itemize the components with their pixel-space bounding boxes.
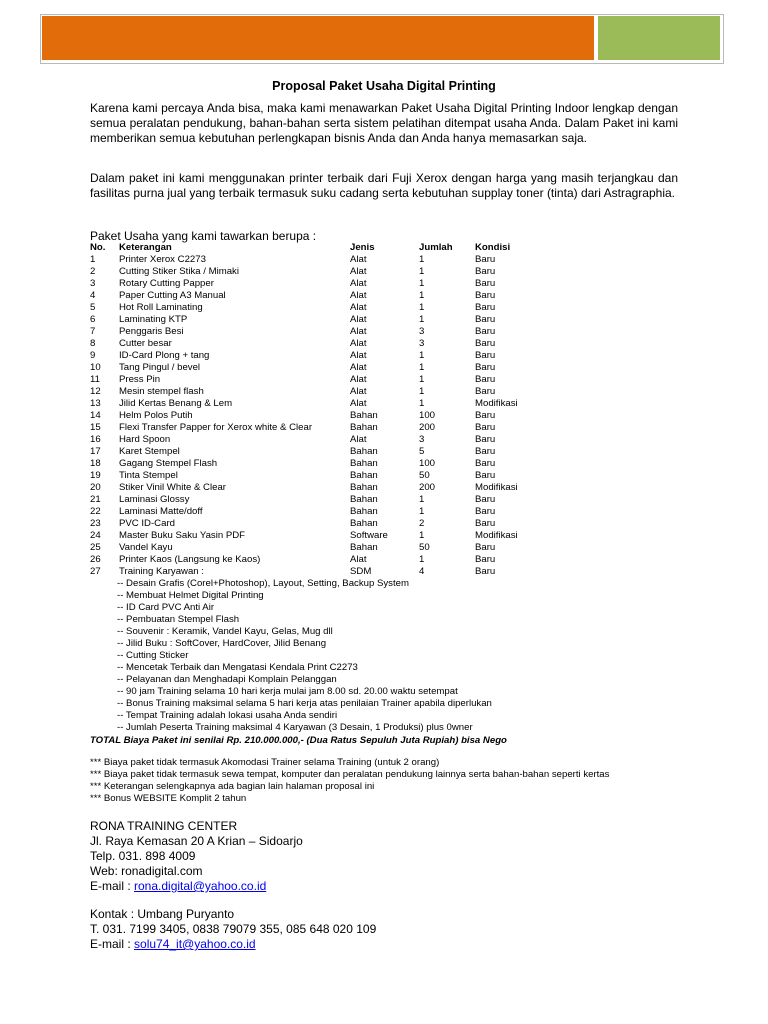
table-intro: Paket Usaha yang kami tawarkan berupa :: [90, 229, 317, 243]
item-no: 20: [90, 482, 101, 493]
item-jenis: Alat: [350, 338, 367, 349]
item-no: 5: [90, 302, 96, 313]
item-keterangan: Training Karyawan :: [119, 566, 204, 577]
item-no: 22: [90, 506, 101, 517]
header-band-orange: [42, 16, 594, 60]
item-jenis: Alat: [350, 326, 367, 337]
training-detail-item: -- Tempat Training adalah lokasi usaha Anda sendiri: [117, 710, 338, 721]
item-jenis: Alat: [350, 266, 367, 277]
item-no: 18: [90, 458, 101, 469]
item-kondisi: Modifikasi: [475, 530, 518, 541]
item-jenis: Alat: [350, 362, 367, 373]
item-keterangan: Gagang Stempel Flash: [119, 458, 218, 469]
item-jenis: Alat: [350, 434, 367, 445]
header-jumlah: Jumlah: [419, 242, 453, 253]
item-keterangan: Karet Stempel: [119, 446, 180, 457]
item-jumlah: 1: [419, 278, 425, 289]
company-block: [90, 819, 303, 894]
training-detail-item: -- Souvenir : Keramik, Vandel Kayu, Gelas, Mug dll: [117, 626, 333, 637]
item-jenis: Alat: [350, 374, 367, 385]
item-jumlah: 200: [419, 422, 436, 433]
item-keterangan: Jilid Kertas Benang & Lem: [119, 398, 233, 409]
item-jumlah: 1: [419, 362, 425, 373]
item-jenis: Alat: [350, 290, 367, 301]
item-no: 21: [90, 494, 101, 505]
item-no: 6: [90, 314, 96, 325]
company-email-link[interactable]: rona.digital@yahoo.co.id: [134, 879, 267, 893]
item-jenis: Bahan: [350, 446, 378, 457]
contact-email-link[interactable]: solu74_it@yahoo.co.id: [134, 937, 256, 951]
item-jumlah: 1: [419, 266, 425, 277]
item-jenis: Alat: [350, 254, 367, 265]
item-jenis: Alat: [350, 314, 367, 325]
company-address: Jl. Raya Kemasan 20 A Krian – Sidoarjo: [90, 834, 303, 848]
item-jenis: Alat: [350, 278, 367, 289]
item-kondisi: Baru: [475, 326, 496, 337]
training-detail-item: -- Jilid Buku : SoftCover, HardCover, Jilid Benang: [117, 638, 327, 649]
total-price: TOTAL Biaya Paket ini senilai Rp. 210.000.000,- (Dua Ratus Sepuluh Juta Rupiah) bisa Nego: [90, 735, 507, 746]
intro-paragraph: Karena kami percaya Anda bisa, maka kami menawarkan Paket Usaha Digital Printing Indoor lengkap dengan semua peralatan pendukung, bahan-bahan serta sistem pelatihan ditempat usaha Anda. Dalam Paket ini kami memberikan semua kebutuhan perlengkapan bisnis Anda dan Anda hanya memasarkan saja.: [90, 101, 678, 145]
item-jenis: Alat: [350, 554, 367, 565]
header-jenis: Jenis: [350, 242, 375, 253]
item-keterangan: Hard Spoon: [119, 434, 171, 445]
item-kondisi: Baru: [475, 410, 496, 421]
company-email-label: E-mail :: [90, 879, 135, 893]
item-keterangan: Rotary Cutting Papper: [119, 278, 214, 289]
item-jenis: SDM: [350, 566, 372, 577]
item-keterangan: Stiker Vinil White & Clear: [119, 482, 226, 493]
item-kondisi: Baru: [475, 506, 496, 517]
contact-email-label: E-mail :: [90, 937, 135, 951]
item-no: 14: [90, 410, 101, 421]
item-keterangan: Penggaris Besi: [119, 326, 184, 337]
item-jumlah: 1: [419, 398, 425, 409]
document-title: Proposal Paket Usaha Digital Printing: [272, 79, 496, 93]
item-jumlah: 1: [419, 302, 425, 313]
item-jumlah: 1: [419, 386, 425, 397]
training-detail-item: -- Mencetak Terbaik dan Mengatasi Kendala Print C2273: [117, 662, 358, 673]
item-jenis: Alat: [350, 302, 367, 313]
item-kondisi: Baru: [475, 254, 496, 265]
item-keterangan: Laminasi Matte/doff: [119, 506, 203, 517]
item-kondisi: Baru: [475, 554, 496, 565]
item-kondisi: Baru: [475, 422, 496, 433]
training-detail-item: -- ID Card PVC Anti Air: [117, 602, 215, 613]
item-keterangan: ID-Card Plong + tang: [119, 350, 210, 361]
item-kondisi: Baru: [475, 434, 496, 445]
item-no: 3: [90, 278, 96, 289]
note-item: *** Biaya paket tidak termasuk sewa tempat, komputer dan peralatan pendukung lainnya serta bahan-bahan seperti kertas: [90, 769, 610, 780]
item-jumlah: 1: [419, 314, 425, 325]
company-email-line: [90, 879, 303, 894]
item-jenis: Bahan: [350, 422, 378, 433]
company-web: Web: ronadigital.com: [90, 864, 203, 878]
item-keterangan: Cutting Stiker Stika / Mimaki: [119, 266, 239, 277]
item-kondisi: Baru: [475, 386, 496, 397]
note-item: *** Keterangan selengkapnya ada bagian lain halaman proposal ini: [90, 781, 375, 792]
item-jumlah: 4: [419, 566, 425, 577]
item-kondisi: Baru: [475, 374, 496, 385]
item-jenis: Bahan: [350, 518, 378, 529]
contact-name: Kontak : Umbang Puryanto: [90, 907, 235, 921]
item-no: 15: [90, 422, 101, 433]
training-detail-item: -- Pembuatan Stempel Flash: [117, 614, 240, 625]
notes-list: [90, 757, 609, 805]
item-no: 8: [90, 338, 96, 349]
note-item: *** Bonus WEBSITE Komplit 2 tahun: [90, 793, 247, 804]
item-kondisi: Baru: [475, 350, 496, 361]
contact-email-line: [90, 937, 376, 952]
item-keterangan: Mesin stempel flash: [119, 386, 204, 397]
item-kondisi: Baru: [475, 470, 496, 481]
item-jumlah: 3: [419, 434, 425, 445]
item-jumlah: 50: [419, 470, 430, 481]
item-no: 1: [90, 254, 96, 265]
training-detail-item: -- Desain Grafis (Corel+Photoshop), Layout, Setting, Backup System: [117, 578, 409, 589]
item-no: 19: [90, 470, 101, 481]
item-jumlah: 5: [419, 446, 425, 457]
item-keterangan: Laminasi Glossy: [119, 494, 190, 505]
training-detail-item: -- Membuat Helmet Digital Printing: [117, 590, 264, 601]
item-jenis: Alat: [350, 350, 367, 361]
item-kondisi: Baru: [475, 458, 496, 469]
item-kondisi: Baru: [475, 314, 496, 325]
item-keterangan: Press Pin: [119, 374, 161, 385]
training-detail-item: -- 90 jam Training selama 10 hari kerja mulai jam 8.00 sd. 20.00 waktu setempat: [117, 686, 458, 697]
item-jumlah: 3: [419, 326, 425, 337]
item-no: 9: [90, 350, 96, 361]
item-no: 23: [90, 518, 101, 529]
item-kondisi: Baru: [475, 446, 496, 457]
contact-block: [90, 907, 376, 952]
item-jumlah: 1: [419, 374, 425, 385]
item-no: 12: [90, 386, 101, 397]
item-no: 24: [90, 530, 101, 541]
item-jenis: Bahan: [350, 470, 378, 481]
item-kondisi: Baru: [475, 290, 496, 301]
item-keterangan: Printer Xerox C2273: [119, 254, 206, 265]
item-kondisi: Baru: [475, 278, 496, 289]
item-keterangan: Cutter besar: [119, 338, 172, 349]
item-jenis: Bahan: [350, 506, 378, 517]
training-detail-item: -- Cutting Sticker: [117, 650, 189, 661]
item-no: 2: [90, 266, 96, 277]
item-jumlah: 100: [419, 410, 436, 421]
item-jenis: Alat: [350, 386, 367, 397]
item-jumlah: 3: [419, 338, 425, 349]
item-jumlah: 1: [419, 530, 425, 541]
header-no: No.: [90, 242, 106, 253]
item-no: 7: [90, 326, 96, 337]
item-jenis: Bahan: [350, 482, 378, 493]
item-kondisi: Baru: [475, 518, 496, 529]
item-kondisi: Baru: [475, 338, 496, 349]
item-keterangan: Paper Cutting A3 Manual: [119, 290, 226, 301]
item-keterangan: PVC ID-Card: [119, 518, 175, 529]
item-jumlah: 1: [419, 254, 425, 265]
training-detail-item: -- Pelayanan dan Menghadapi Komplain Pelanggan: [117, 674, 337, 685]
header-band-green: [598, 16, 720, 60]
item-no: 26: [90, 554, 101, 565]
item-kondisi: Modifikasi: [475, 482, 518, 493]
note-item: *** Biaya paket tidak termasuk Akomodasi Trainer selama Training (untuk 2 orang): [90, 757, 440, 768]
training-details: [117, 578, 492, 734]
item-jumlah: 1: [419, 494, 425, 505]
item-jenis: Bahan: [350, 494, 378, 505]
item-jumlah: 50: [419, 542, 430, 553]
item-no: 16: [90, 434, 101, 445]
item-jumlah: 1: [419, 554, 425, 565]
item-jumlah: 1: [419, 350, 425, 361]
item-keterangan: Helm Polos Putih: [119, 410, 193, 421]
item-keterangan: Hot Roll Laminating: [119, 302, 203, 313]
item-jenis: Bahan: [350, 542, 378, 553]
item-jenis: Bahan: [350, 410, 378, 421]
item-no: 17: [90, 446, 101, 457]
item-jumlah: 200: [419, 482, 436, 493]
training-detail-item: -- Jumlah Peserta Training maksimal 4 Karyawan (3 Desain, 1 Produksi) plus 0wner: [117, 722, 473, 733]
item-keterangan: Tinta Stempel: [119, 470, 178, 481]
item-keterangan: Printer Kaos (Langsung ke Kaos): [119, 554, 261, 565]
item-no: 13: [90, 398, 101, 409]
item-kondisi: Modifikasi: [475, 398, 518, 409]
item-jumlah: 100: [419, 458, 436, 469]
company-name: RONA TRAINING CENTER: [90, 819, 238, 833]
item-jumlah: 1: [419, 290, 425, 301]
item-kondisi: Baru: [475, 542, 496, 553]
company-phone: Telp. 031. 898 4009: [90, 849, 196, 863]
item-keterangan: Laminating KTP: [119, 314, 188, 325]
item-jenis: Alat: [350, 398, 367, 409]
item-jenis: Software: [350, 530, 388, 541]
item-jenis: Bahan: [350, 458, 378, 469]
item-jumlah: 2: [419, 518, 425, 529]
item-jumlah: 1: [419, 506, 425, 517]
item-no: 4: [90, 290, 96, 301]
item-no: 11: [90, 374, 100, 385]
item-kondisi: Baru: [475, 494, 496, 505]
item-keterangan: Flexi Transfer Papper for Xerox white & Clear: [119, 422, 313, 433]
contact-phone: T. 031. 7199 3405, 0838 79079 355, 085 648 020 109: [90, 922, 377, 936]
item-keterangan: Tang Pingul / bevel: [119, 362, 201, 373]
item-kondisi: Baru: [475, 302, 496, 313]
item-no: 25: [90, 542, 101, 553]
training-detail-item: -- Bonus Training maksimal selama 5 hari kerja atas penilaian Trainer apabila diperlukan: [117, 698, 492, 709]
item-keterangan: Vandel Kayu: [119, 542, 173, 553]
item-no: 10: [90, 362, 101, 373]
item-kondisi: Baru: [475, 362, 496, 373]
item-kondisi: Baru: [475, 566, 496, 577]
printer-paragraph: Dalam paket ini kami menggunakan printer terbaik dari Fuji Xerox dengan harga yang masih terjangkau dan fasilitas purna jual yang terbaik termasuk suku cadang serta kebutuhan supplay toner (tinta) dari Astragraphia.: [90, 171, 678, 200]
header-kondisi: Kondisi: [475, 242, 511, 253]
item-kondisi: Baru: [475, 266, 496, 277]
item-no: 27: [90, 566, 101, 577]
item-keterangan: Master Buku Saku Yasin PDF: [119, 530, 246, 541]
header-keterangan: Keterangan: [119, 242, 172, 253]
